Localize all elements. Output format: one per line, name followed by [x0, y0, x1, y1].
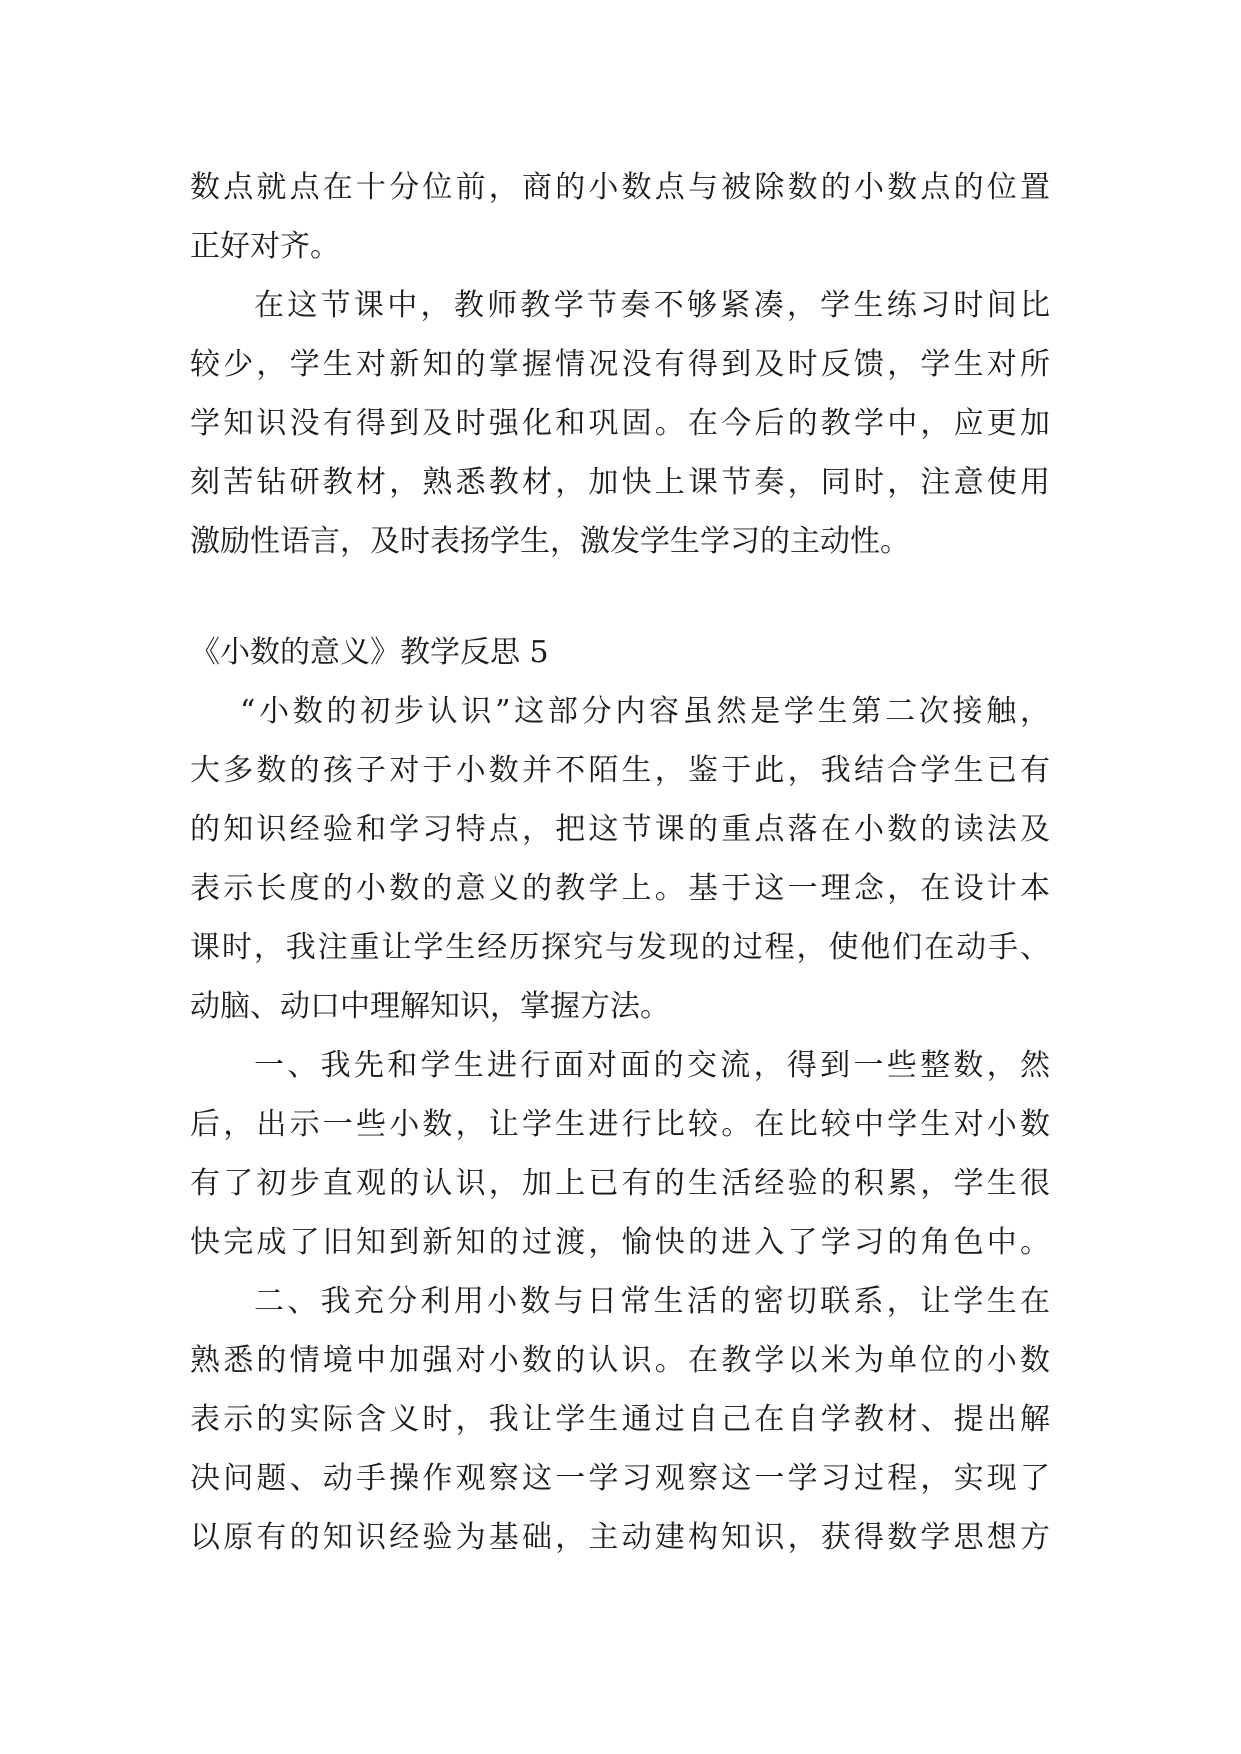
document-body [190, 158, 1050, 1567]
text-line: 表示长度的小数的意义的教学上。基于这一理念，在设计本 [190, 871, 1050, 906]
text-line: 激励性语言，及时表扬学生，激发学生学习的主动性。 [190, 524, 910, 559]
text-line: 较少，学生对新知的掌握情况没有得到及时反馈，学生对所 [190, 347, 1050, 382]
paragraph-start: 二、我充分利用小数与日常生活的密切联系，让学生在 [254, 1284, 1050, 1319]
text-line: 课时，我注重让学生经历探究与发现的过程，使他们在动手、 [190, 930, 1050, 965]
paragraph-start: “小数的初步认识”这部分内容虽然是学生第二次接触， [240, 694, 1050, 729]
section-gap [190, 571, 1050, 623]
text-line: 后，出示一些小数，让学生进行比较。在比较中学生对小数 [190, 1107, 1050, 1142]
text-line: 大多数的孩子对于小数并不陌生，鉴于此，我结合学生已有 [190, 753, 1050, 788]
text-line: 决问题、动手操作观察这一学习观察这一学习过程，实现了 [190, 1461, 1050, 1496]
text-line: 熟悉的情境中加强对小数的认识。在教学以米为单位的小数 [190, 1343, 1050, 1378]
text-line: 有了初步直观的认识，加上已有的生活经验的积累，学生很 [190, 1166, 1050, 1201]
paragraph-start: 一、我先和学生进行面对面的交流，得到一些整数，然 [254, 1048, 1050, 1083]
text-line: 刻苦钻研教材，熟悉教材，加快上课节奏，同时，注意使用 [190, 465, 1050, 500]
text-line: 动脑、动口中理解知识，掌握方法。 [190, 989, 670, 1024]
text-line: 以原有的知识经验为基础，主动建构知识，获得数学思想方 [190, 1520, 1050, 1555]
paragraph-start: 在这节课中，教师教学节奏不够紧凑，学生练习时间比 [254, 288, 1050, 323]
text-line: 快完成了旧知到新知的过渡，愉快的进入了学习的角色中。 [190, 1225, 1050, 1260]
text-line: 正好对齐。 [190, 229, 340, 264]
text-line: 的知识经验和学习特点，把这节课的重点落在小数的读法及 [190, 812, 1050, 847]
text-line: 表示的实际含义时，我让学生通过自己在自学教材、提出解 [190, 1402, 1050, 1437]
text-line: 学知识没有得到及时强化和巩固。在今后的教学中，应更加 [190, 406, 1050, 441]
section-heading: 《小数的意义》教学反思 5 [190, 635, 549, 670]
text-line: 数点就点在十分位前，商的小数点与被除数的小数点的位置 [190, 170, 1050, 205]
